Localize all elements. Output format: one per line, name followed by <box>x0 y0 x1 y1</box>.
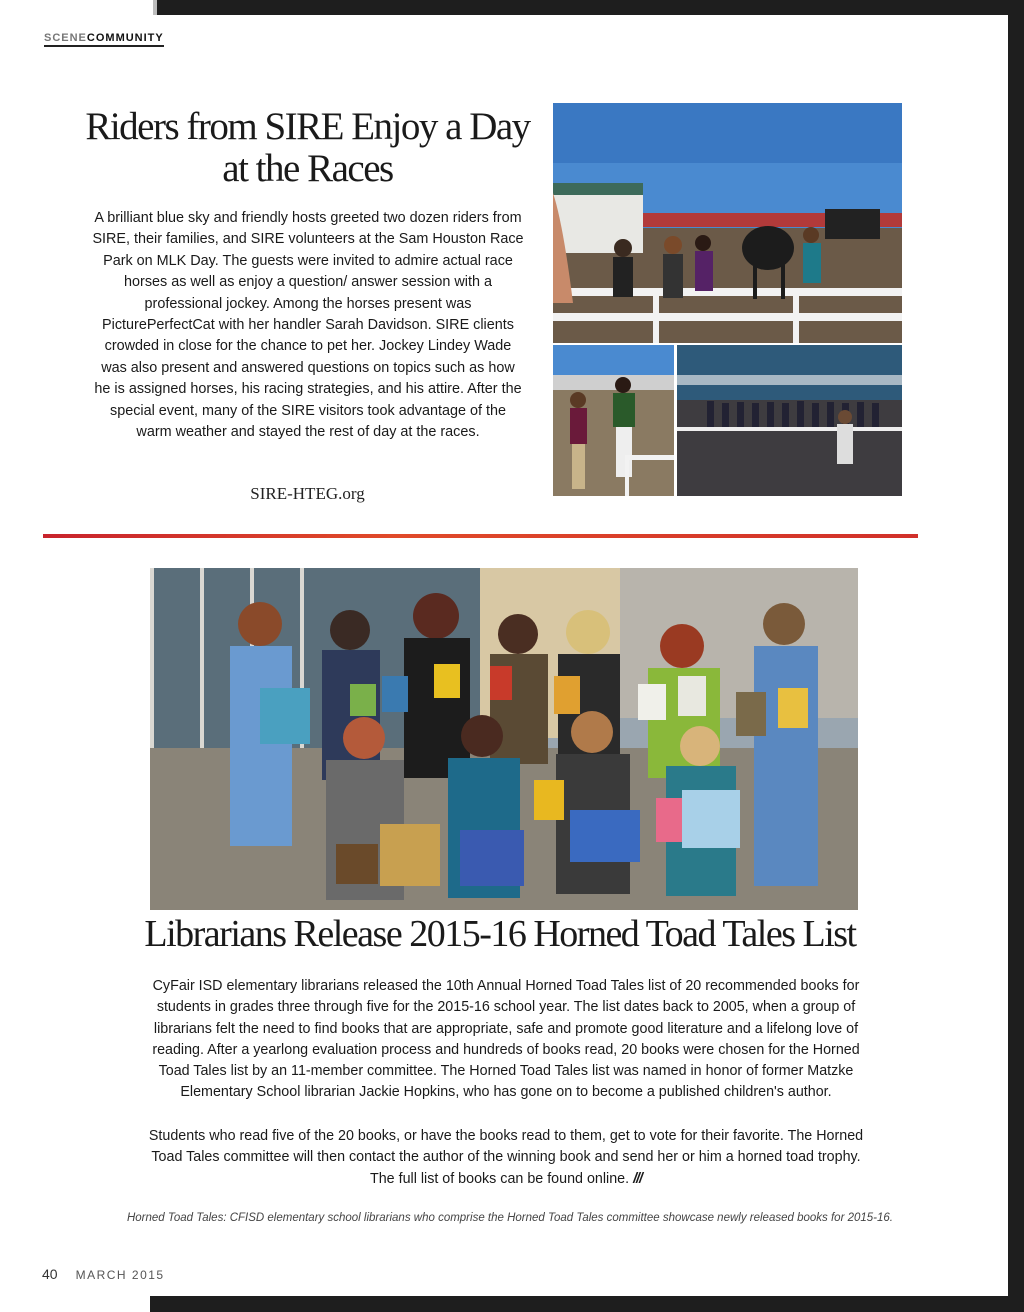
story1-title: Riders from SIRE Enjoy a Day at the Races <box>85 105 530 190</box>
race-photo-handshake <box>553 345 674 496</box>
librarians-photo <box>150 568 858 910</box>
story2-paragraph2-text: Students who read five of the 20 books, or have the books read to them, get to vote for their favorite. The Horned Toad Tales committee will then contact the author of the winning book and send her or him a horned toad trophy. The full list of books can be found online. <box>148 1128 864 1187</box>
page-footer <box>42 1266 165 1282</box>
end-mark: /// <box>633 1170 642 1187</box>
page-frame-bottom <box>150 1296 1024 1312</box>
photo-caption: Horned Toad Tales: CFISD elementary school librarians who comprise the Horned Toad Tales committee showcase newly released books for 2015-16. <box>126 1212 893 1224</box>
story1-link[interactable]: SIRE-HTEG.org <box>250 484 365 503</box>
story1-body: A brilliant blue sky and friendly hosts greeted two dozen riders from SIRE, their families, and SIRE volunteers at the Sam Houston Race Park on MLK Day. The guests were invited to admire actual race horses as well as enjoy a question/ answer session with a professional jockey. Among the horses present was PicturePerfectCat with her handler Sarah Davidson. SIRE clients crowded in close for the chance to pet her. Jockey Lindey Wade was also present and answered questions on topics such as how he is assigned horses, his racing strategies, and his attire. After the special event, many of the SIRE visitors took advantage of the warm weather and stayed the rest of day at the races. <box>92 210 524 441</box>
section-tag <box>44 32 164 47</box>
race-photo-crowd <box>677 345 902 496</box>
race-photo-main <box>553 103 902 343</box>
story2-title: Librarians Release 2015-16 Horned Toad Tales List <box>144 913 856 955</box>
page-number: 40 <box>42 1266 58 1282</box>
page-frame-edge <box>153 0 157 15</box>
page-frame-right <box>1008 0 1024 1312</box>
section-community: COMMUNITY <box>86 32 164 44</box>
section-divider <box>43 534 918 538</box>
story2-paragraph2 <box>138 1126 874 1190</box>
page-frame-top <box>157 0 1024 15</box>
issue-date: MARCH 2015 <box>75 1268 165 1282</box>
section-scene: SCENE <box>44 32 87 44</box>
story2-paragraph1: CyFair ISD elementary librarians released the 10th Annual Horned Toad Tales list of 20 recommended books for students in grades three through five for the 2015-16 school year. The list dates back to 2005, when a group of librarians felt the need to find books that are appropriate, safe and promote good literature and a lifelong love of reading. After a yearlong evaluation process and hundreds of books read, 20 books were chosen for the Horned Toad Tales list by an 11-member committee. The Horned Toad Tales list was named in honor of former Matzke Elementary School librarian Jackie Hopkins, who has gone on to become a published children's author. <box>152 978 860 1101</box>
